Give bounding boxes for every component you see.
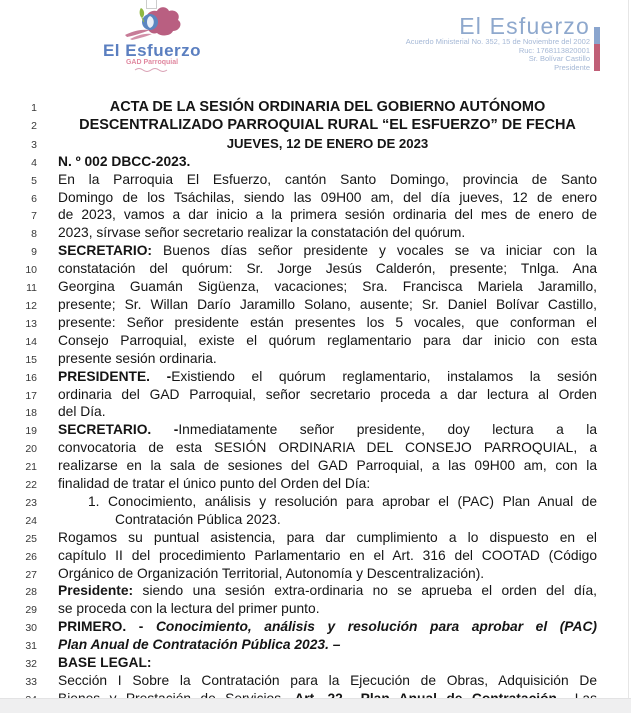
text-segment: SECRETARIO. -: [58, 422, 179, 438]
document-line: [0, 350, 631, 368]
document-line: [0, 529, 631, 547]
text-segment: se proceda con la lectura del primer punto.: [58, 601, 320, 617]
org-president-name: Sr. Bolívar Castillo: [528, 54, 590, 64]
text-segment: BASE LEGAL:: [58, 655, 152, 671]
line-text: [58, 368, 597, 386]
line-number: 17: [25, 389, 37, 402]
line-text: [58, 672, 597, 690]
text-segment: En la Parroquia El Esfuerzo, cantón Santo Domingo, provincia de Santo: [58, 171, 597, 187]
text-segment: Presidente:: [58, 583, 134, 599]
text-segment: ordinaria del GAD Parroquial, señor secretario proceda a dar lectura al Orden: [58, 386, 597, 402]
text-segment: Inmediatamente señor presidente, doy lectura a la: [178, 422, 597, 438]
org-president-title: Presidente: [554, 63, 590, 73]
document-line: [0, 260, 631, 278]
line-number: 16: [25, 371, 37, 384]
line-number: 15: [25, 353, 37, 366]
text-segment: PRESIDENTE. -: [58, 368, 172, 384]
line-text: [58, 386, 597, 404]
document-line: [0, 457, 631, 475]
line-text: [58, 117, 597, 135]
text-segment: ACTA DE LA SESIÓN ORDINARIA DEL GOBIERNO AUTÓNOMO: [109, 99, 546, 115]
line-number: 20: [25, 443, 37, 456]
line-text: [58, 565, 597, 583]
text-segment: Existiendo el quórum reglamentario, instalamos la sesión: [171, 368, 597, 384]
text-segment: siendo una sesión extra-ordinaria no se aprueba el orden del día,: [133, 583, 597, 599]
text-segment: N. º 002 DBCC-2023.: [58, 153, 191, 169]
document-line: [0, 421, 631, 439]
document-line: [0, 368, 631, 386]
text-segment: presente; Sr. Willan Darío Jaramillo Solano, ausente; Sr. Daniel Bolívar Castillo,: [58, 296, 597, 312]
line-text: [58, 403, 597, 421]
line-text: [58, 618, 597, 636]
document-line: [0, 153, 631, 171]
document-line: [0, 314, 631, 332]
document-line: [0, 636, 631, 654]
line-number: 2: [31, 119, 37, 132]
text-segment: Consejo Parroquial, existe el quórum reglamentario para dar inicio con esta: [58, 332, 597, 348]
line-number: 26: [25, 550, 37, 563]
text-segment: Contratación Pública 2023.: [115, 511, 281, 527]
line-text: [58, 529, 597, 547]
document-line: [0, 493, 631, 511]
text-segment: presente: Señor presidente están presentes los 5 vocales, que conforman el: [58, 314, 597, 330]
line-text: [58, 314, 597, 332]
logo-subtitle: GAD Parroquial: [125, 59, 179, 66]
text-segment: de 2023, vamos a dar inicio a la primera sesión ordinaria del mes de enero de: [58, 207, 597, 223]
document-line: [0, 135, 631, 153]
document-line: [0, 206, 631, 224]
line-number: 30: [25, 622, 37, 635]
document-line: [0, 332, 631, 350]
document-line: [0, 189, 631, 207]
line-number: 5: [31, 174, 37, 187]
document-line: [0, 654, 631, 672]
line-number: 3: [31, 138, 37, 151]
document-line: [0, 565, 631, 583]
page-right-edge: [628, 0, 629, 713]
line-text: [58, 600, 597, 618]
text-segment: del Día.: [58, 404, 106, 420]
line-number: 1: [31, 102, 37, 114]
logo-title: El Esfuerzo: [102, 41, 202, 60]
text-segment: realizarse en la sala de sesiones del GAD Parroquial, a las 09H00 am, con la: [58, 458, 597, 474]
text-segment: JUEVES, 12 DE ENERO DE 2023: [226, 135, 429, 151]
line-text: [58, 439, 597, 457]
text-segment: Georgina Guamán Sigüenza, vacaciones; Sra. Francisca Mariela Jaramillo,: [58, 279, 597, 295]
text-segment: Conocimiento, análisis y resolución para aprobar el (PAC): [155, 619, 598, 635]
document-line: [0, 99, 631, 117]
org-header: [406, 14, 590, 73]
org-ruc: Ruc: 1768113820001: [518, 45, 590, 55]
document-line: [0, 511, 631, 529]
text-segment: finalidad de tratar el único punto del Orden del Día:: [58, 476, 371, 492]
line-text: [58, 547, 597, 565]
document-line: [0, 242, 631, 260]
line-number: 7: [31, 210, 37, 223]
document-line: [0, 171, 631, 189]
text-segment: Orgánico de Organización Territorial, Autonomía y Descentralización).: [58, 565, 485, 581]
line-text: [58, 99, 597, 117]
line-text: [58, 511, 597, 529]
line-text: [58, 153, 597, 171]
line-text: [58, 296, 597, 314]
line-number: 27: [25, 568, 37, 581]
document-line: [0, 672, 631, 690]
flag-bar-icon: [594, 27, 600, 71]
rooster-logo-icon: [117, 5, 187, 43]
document-line: [0, 618, 631, 636]
line-number: 24: [25, 514, 37, 527]
below-page-area: [0, 698, 631, 713]
document-line: [0, 582, 631, 600]
line-number: 19: [25, 425, 37, 438]
text-segment: convocatoria de esta SESIÓN ORDINARIA DEL CONSEJO PARROQUIAL, a: [58, 440, 597, 456]
text-segment: Buenos días señor presidente y vocales se va iniciar con la: [152, 243, 597, 259]
line-number: 28: [25, 586, 37, 599]
line-number: 10: [25, 264, 37, 277]
document-line: [0, 439, 631, 457]
text-segment: Plan Anual de Contratación Pública 2023. –: [58, 637, 341, 653]
document-line: [0, 547, 631, 565]
line-number: 8: [31, 228, 37, 241]
org-acuerdo: Acuerdo Ministerial No. 352, 15 de Noviembre del 2002: [405, 37, 590, 46]
line-text: [58, 224, 597, 242]
line-number: 14: [25, 335, 37, 348]
text-segment: capítulo II del procedimiento Parlamentario en el Art. 316 del COOTAD (Código: [58, 547, 597, 563]
flag-blue-segment: [594, 27, 600, 44]
line-number: 25: [25, 532, 37, 545]
text-segment: 2023, sírvase señor secretario realizar la constatación del quórum.: [58, 225, 466, 241]
line-number: 22: [25, 479, 37, 492]
line-text: [58, 332, 597, 350]
text-segment: constatación del quórum: Sr. Jorge Jesús Calderón, presente; Tnlga. Ana: [58, 261, 597, 277]
line-text: [58, 475, 597, 493]
text-segment: 1. Conocimiento, análisis y resolución para aprobar el (PAC) Plan Anual de: [88, 493, 597, 509]
text-segment: presente sesión ordinaria.: [58, 350, 217, 366]
line-text: [58, 636, 597, 654]
logo-el-esfuerzo: [78, 5, 226, 73]
line-text: [58, 350, 597, 368]
logo-tagline-squiggle-icon: [134, 67, 170, 73]
line-text: [58, 278, 597, 296]
line-text: [58, 242, 597, 260]
line-number: 33: [25, 676, 37, 688]
org-title: El Esfuerzo: [459, 13, 590, 39]
line-number: 32: [25, 658, 37, 671]
line-text: [58, 493, 597, 511]
line-text: [58, 654, 597, 672]
line-text: [58, 582, 597, 600]
line-text: [58, 171, 597, 189]
document-lines: [0, 99, 631, 708]
text-segment: DESCENTRALIZADO PARROQUIAL RURAL “EL ESFUERZO” DE FECHA: [79, 116, 576, 133]
text-segment: Domingo de los Tsáchilas, siendo las 09H00 am, del día jueves, 12 de enero: [58, 189, 597, 205]
line-number: 31: [25, 640, 37, 653]
line-number: 6: [31, 192, 37, 205]
text-segment: Rogamos su puntual asistencia, para dar cumplimiento a lo dispuesto en el: [58, 529, 597, 545]
line-number: 11: [26, 282, 37, 295]
document-line: [0, 296, 631, 314]
document-line: [0, 600, 631, 618]
line-number: 29: [25, 604, 37, 617]
flag-red-segment: [594, 44, 600, 71]
line-text: [58, 260, 597, 278]
line-number: 4: [31, 156, 37, 169]
document-line: [0, 117, 631, 135]
line-number: 12: [25, 299, 37, 312]
line-number: 18: [25, 407, 37, 420]
line-number: 23: [25, 496, 37, 509]
line-text: [58, 421, 597, 439]
line-text: [58, 189, 597, 207]
line-text: [58, 206, 597, 224]
document-line: [0, 386, 631, 404]
document-line: [0, 403, 631, 421]
line-number: 13: [25, 317, 37, 330]
text-segment: SECRETARIO:: [58, 243, 153, 259]
text-segment: PRIMERO. -: [58, 619, 156, 635]
line-number: 21: [25, 461, 37, 474]
line-text: [58, 135, 597, 153]
text-segment: Sección I Sobre la Contratación para la Ejecución de Obras, Adquisición De: [58, 673, 597, 688]
document-line: [0, 278, 631, 296]
document-line: [0, 475, 631, 493]
line-text: [58, 457, 597, 475]
line-number: 9: [31, 246, 37, 259]
document-line: [0, 224, 631, 242]
